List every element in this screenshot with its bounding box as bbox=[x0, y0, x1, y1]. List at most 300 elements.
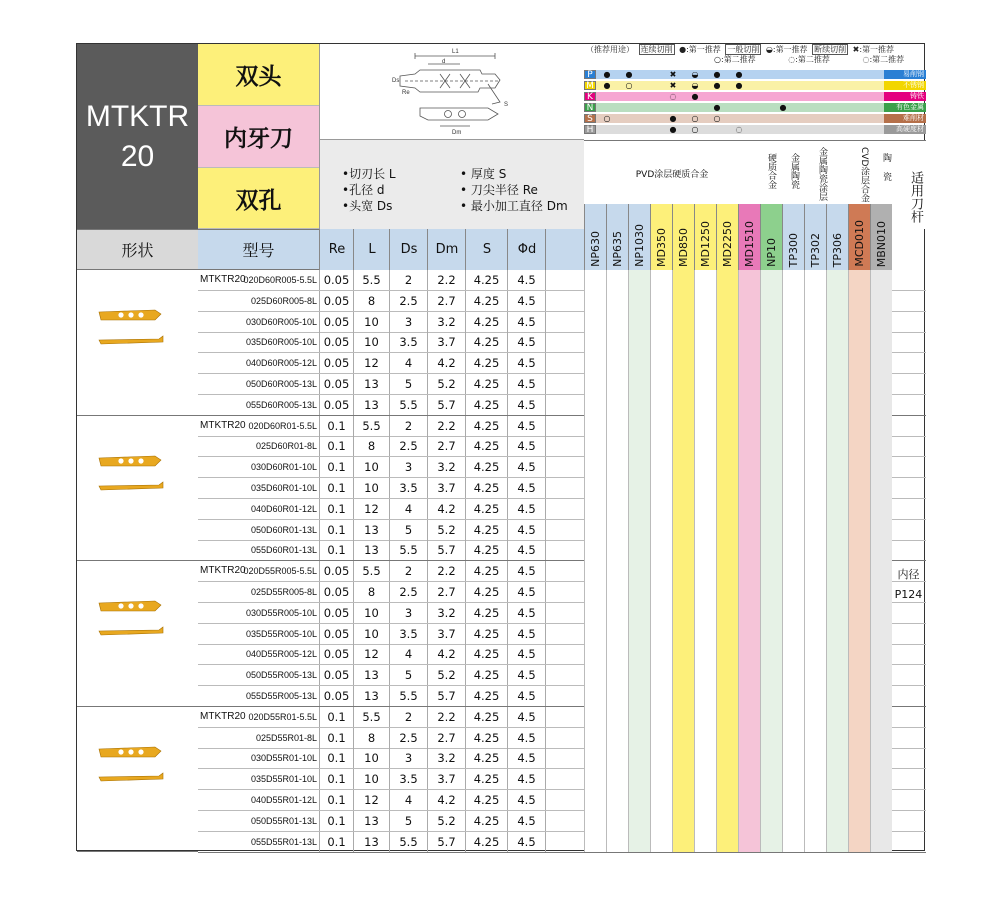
grade-column-bg bbox=[650, 270, 672, 852]
note-l: •切刃长 L bbox=[342, 167, 396, 181]
model-suffix: 025D55R01-8L bbox=[255, 732, 317, 743]
cell-s: 4.25 bbox=[465, 436, 507, 456]
material-mark: ● bbox=[603, 70, 611, 79]
material-band bbox=[596, 103, 884, 112]
cell-re: 0.05 bbox=[319, 582, 353, 602]
legend-first: 第一推荐 bbox=[688, 45, 721, 54]
insert-hole bbox=[138, 458, 143, 463]
label-dm: Dm bbox=[452, 130, 462, 136]
legend-first-2: 第一推荐 bbox=[775, 45, 808, 54]
header-ds: Ds bbox=[389, 229, 428, 270]
cell-s: 4.25 bbox=[465, 790, 507, 810]
model-prefix: MTKTR20 bbox=[200, 710, 246, 722]
cell-re: 0.1 bbox=[319, 748, 353, 768]
holder-column bbox=[889, 270, 927, 852]
model-suffix: 035D60R01-10L bbox=[250, 483, 317, 493]
header-l: L bbox=[353, 229, 390, 270]
cell-phid: 4.5 bbox=[507, 374, 545, 394]
cell-s: 4.25 bbox=[465, 665, 507, 685]
model-suffix: 035D55R005-10L bbox=[245, 628, 317, 639]
cell-dm: 3.7 bbox=[427, 624, 465, 644]
cell-dm: 2.7 bbox=[427, 728, 465, 748]
cell-l: 13 bbox=[353, 395, 389, 415]
insert-shape-cell bbox=[77, 707, 198, 853]
cell-phid: 4.5 bbox=[507, 520, 545, 540]
legend-first-3: 第一推荐 bbox=[862, 45, 895, 54]
grade-header-np1030 bbox=[628, 204, 650, 270]
grade-header-md350 bbox=[650, 204, 672, 270]
material-code: S bbox=[584, 114, 596, 123]
material-mark: ○ bbox=[691, 114, 699, 123]
model-suffix: 055D60R005-13L bbox=[245, 399, 317, 410]
material-mark: ● bbox=[603, 81, 611, 90]
cell-re: 0.05 bbox=[319, 270, 353, 290]
material-mark: ● bbox=[625, 70, 633, 79]
cell-blank bbox=[545, 312, 584, 332]
category-cermet: 金属陶瓷 bbox=[789, 153, 799, 189]
tag-double-hole: 双孔 bbox=[198, 168, 319, 229]
cell-s: 4.25 bbox=[465, 270, 507, 290]
cell-blank bbox=[545, 707, 584, 727]
cell-l: 12 bbox=[353, 353, 389, 373]
insert-hole bbox=[138, 604, 143, 609]
model-suffix: 055D55R005-13L bbox=[245, 691, 317, 701]
cell-l: 10 bbox=[353, 769, 389, 789]
cell-dm: 5.2 bbox=[427, 520, 465, 540]
cell-l: 12 bbox=[353, 644, 389, 664]
material-mark: ◌ bbox=[669, 92, 677, 101]
insert-shape-cell bbox=[77, 416, 198, 562]
cell-ds: 2.5 bbox=[389, 291, 427, 311]
grade-header-np635 bbox=[606, 204, 628, 270]
cell-ds: 3.5 bbox=[389, 332, 427, 352]
material-mark: ◒ bbox=[691, 70, 699, 79]
insert-side-view bbox=[99, 627, 163, 635]
cell-re: 0.1 bbox=[319, 478, 353, 498]
material-label: 不锈钢 bbox=[884, 81, 926, 90]
tag-double-head: 双头 bbox=[198, 44, 319, 106]
cell-re: 0.1 bbox=[319, 540, 353, 560]
model-suffix: 030D60R01-10L bbox=[250, 462, 317, 473]
cell-blank bbox=[545, 332, 584, 352]
cell-dm: 2.2 bbox=[427, 707, 465, 727]
category-cvd: CVD涂层合金 bbox=[859, 147, 869, 203]
insert-side-view bbox=[99, 773, 163, 781]
cell-ds: 3 bbox=[389, 748, 427, 768]
cell-l: 8 bbox=[353, 291, 389, 311]
grade-column-bg bbox=[848, 270, 870, 852]
insert-side-view bbox=[99, 336, 163, 344]
material-label: 难削材 bbox=[884, 114, 926, 123]
cell-phid: 4.5 bbox=[507, 332, 545, 352]
model-suffix: 020D55R01-5.5L bbox=[248, 711, 317, 722]
category-carbide: 硬质合金 bbox=[766, 153, 776, 189]
cell-blank bbox=[545, 270, 584, 290]
cell-phid: 4.5 bbox=[507, 457, 545, 477]
cell-s: 4.25 bbox=[465, 811, 507, 831]
cell-ds: 2.5 bbox=[389, 728, 427, 748]
label-d: d bbox=[442, 59, 446, 65]
model-suffix: 040D55R005-12L bbox=[245, 649, 317, 660]
cell-l: 13 bbox=[353, 811, 389, 831]
cell-ds: 5 bbox=[389, 374, 427, 394]
grade-column-bg bbox=[738, 270, 760, 852]
cell-ds: 3.5 bbox=[389, 478, 427, 498]
cell-l: 13 bbox=[353, 832, 389, 852]
legend-second: 第二推荐 bbox=[723, 55, 756, 64]
cell-s: 4.25 bbox=[465, 561, 507, 581]
cell-dm: 5.7 bbox=[427, 832, 465, 852]
cell-blank bbox=[545, 353, 584, 373]
cell-l: 10 bbox=[353, 624, 389, 644]
model-number bbox=[198, 707, 319, 727]
grade-name: MCD010 bbox=[853, 220, 866, 267]
model-number bbox=[198, 499, 319, 519]
model-number bbox=[198, 478, 319, 498]
holder-page: P124 bbox=[894, 588, 923, 601]
cell-s: 4.25 bbox=[465, 748, 507, 768]
legend-interrupted: 断续切削 bbox=[814, 45, 847, 54]
cell-re: 0.05 bbox=[319, 353, 353, 373]
cell-re: 0.05 bbox=[319, 291, 353, 311]
insert-hole bbox=[118, 458, 123, 463]
material-band bbox=[596, 114, 884, 123]
insert-hole bbox=[128, 458, 133, 463]
cell-s: 4.25 bbox=[465, 312, 507, 332]
insert-hole bbox=[118, 604, 123, 609]
cell-ds: 5 bbox=[389, 665, 427, 685]
cell-re: 0.1 bbox=[319, 832, 353, 852]
cell-ds: 4 bbox=[389, 790, 427, 810]
cell-phid: 4.5 bbox=[507, 644, 545, 664]
model-number bbox=[198, 790, 319, 810]
cell-re: 0.05 bbox=[319, 374, 353, 394]
grade-name: TP306 bbox=[831, 232, 844, 267]
cell-s: 4.25 bbox=[465, 520, 507, 540]
cell-blank bbox=[545, 686, 584, 706]
grade-header-tp302 bbox=[804, 204, 826, 270]
legend-second-3: 第二推荐 bbox=[872, 55, 905, 64]
note-ds: •头宽 Ds bbox=[342, 199, 393, 213]
cell-l: 10 bbox=[353, 603, 389, 623]
header-re: Re bbox=[319, 229, 354, 270]
cell-re: 0.1 bbox=[319, 728, 353, 748]
cell-s: 4.25 bbox=[465, 457, 507, 477]
grade-column-bg bbox=[584, 270, 606, 852]
grade-name: TP300 bbox=[787, 232, 800, 267]
cell-re: 0.05 bbox=[319, 644, 353, 664]
cell-blank bbox=[545, 374, 584, 394]
legend-second-mark-3: ◌: bbox=[862, 55, 873, 64]
holder-type: 内径 bbox=[897, 568, 920, 581]
cell-re: 0.05 bbox=[319, 665, 353, 685]
cell-ds: 2.5 bbox=[389, 582, 427, 602]
cell-dm: 5.7 bbox=[427, 540, 465, 560]
material-mark: ● bbox=[735, 81, 743, 90]
cell-re: 0.1 bbox=[319, 499, 353, 519]
model-number bbox=[198, 540, 319, 560]
cell-re: 0.05 bbox=[319, 332, 353, 352]
material-row-s bbox=[584, 114, 926, 123]
model-number bbox=[198, 811, 319, 831]
cell-dm: 2.2 bbox=[427, 416, 465, 436]
material-mark: ● bbox=[713, 103, 721, 112]
material-band bbox=[596, 92, 884, 101]
cell-blank bbox=[545, 832, 584, 852]
cell-phid: 4.5 bbox=[507, 707, 545, 727]
material-mark: ○ bbox=[603, 114, 611, 123]
note-dm: • 最小加工直径 Dm bbox=[460, 199, 568, 213]
model-suffix: 040D55R01-12L bbox=[250, 795, 317, 805]
material-mark: ● bbox=[669, 114, 677, 123]
dimension-notes bbox=[319, 140, 584, 229]
series-title bbox=[77, 44, 198, 229]
cell-blank bbox=[545, 769, 584, 789]
cell-l: 13 bbox=[353, 374, 389, 394]
cell-re: 0.1 bbox=[319, 707, 353, 727]
cell-s: 4.25 bbox=[465, 374, 507, 394]
model-number bbox=[198, 312, 319, 332]
cell-s: 4.25 bbox=[465, 603, 507, 623]
cell-ds: 3 bbox=[389, 457, 427, 477]
cell-re: 0.05 bbox=[319, 686, 353, 706]
cell-blank bbox=[545, 603, 584, 623]
cell-blank bbox=[545, 457, 584, 477]
material-mark: ● bbox=[735, 70, 743, 79]
model-number bbox=[198, 665, 319, 685]
grade-name: NP10 bbox=[765, 238, 778, 267]
cell-dm: 4.2 bbox=[427, 790, 465, 810]
cell-blank bbox=[545, 436, 584, 456]
cell-dm: 2.2 bbox=[427, 561, 465, 581]
grade-header-np630 bbox=[584, 204, 606, 270]
cell-l: 5.5 bbox=[353, 561, 389, 581]
cell-phid: 4.5 bbox=[507, 270, 545, 290]
cell-blank bbox=[545, 416, 584, 436]
material-row-m bbox=[584, 81, 926, 90]
grade-header-md1250 bbox=[694, 204, 716, 270]
model-prefix: MTKTR20 bbox=[200, 565, 246, 577]
cell-phid: 4.5 bbox=[507, 665, 545, 685]
note-re: • 刀尖半径 Re bbox=[460, 183, 538, 197]
cell-dm: 2.2 bbox=[427, 270, 465, 290]
model-suffix: 030D60R005-10L bbox=[245, 316, 317, 327]
material-mark: ● bbox=[669, 125, 677, 134]
cell-l: 10 bbox=[353, 312, 389, 332]
cell-dm: 3.2 bbox=[427, 312, 465, 332]
model-number bbox=[198, 624, 319, 644]
cell-dm: 3.7 bbox=[427, 478, 465, 498]
cell-l: 8 bbox=[353, 436, 389, 456]
grade-header-md2250 bbox=[716, 204, 738, 270]
cell-ds: 5.5 bbox=[389, 395, 427, 415]
grade-header-np10 bbox=[760, 204, 782, 270]
material-code: H bbox=[584, 125, 596, 134]
model-suffix: 030D55R005-10L bbox=[245, 607, 317, 618]
cell-phid: 4.5 bbox=[507, 624, 545, 644]
model-number bbox=[198, 457, 319, 477]
note-s: • 厚度 S bbox=[460, 167, 507, 181]
cell-re: 0.05 bbox=[319, 603, 353, 623]
material-label: 高硬度材 bbox=[884, 125, 926, 134]
cell-ds: 5.5 bbox=[389, 832, 427, 852]
cell-blank bbox=[545, 520, 584, 540]
cell-phid: 4.5 bbox=[507, 561, 545, 581]
grade-column-bg bbox=[694, 270, 716, 852]
cell-phid: 4.5 bbox=[507, 582, 545, 602]
cell-blank bbox=[545, 811, 584, 831]
insert-drawing bbox=[320, 44, 585, 140]
cell-phid: 4.5 bbox=[507, 769, 545, 789]
cell-dm: 4.2 bbox=[427, 353, 465, 373]
cell-phid: 4.5 bbox=[507, 603, 545, 623]
grade-name: NP1030 bbox=[633, 224, 646, 267]
cell-s: 4.25 bbox=[465, 644, 507, 664]
cell-l: 5.5 bbox=[353, 270, 389, 290]
insert-hole bbox=[128, 312, 133, 317]
material-code: N bbox=[584, 103, 596, 112]
cell-ds: 2 bbox=[389, 416, 427, 436]
cell-re: 0.05 bbox=[319, 395, 353, 415]
material-mark: ✖ bbox=[669, 70, 677, 79]
grade-header-tp300 bbox=[782, 204, 804, 270]
cell-phid: 4.5 bbox=[507, 291, 545, 311]
grade-name: NP635 bbox=[611, 231, 624, 267]
cell-phid: 4.5 bbox=[507, 790, 545, 810]
model-suffix: 050D60R01-13L bbox=[250, 524, 317, 535]
cell-phid: 4.5 bbox=[507, 686, 545, 706]
legend-continuous: 连续切削 bbox=[640, 45, 673, 54]
cell-phid: 4.5 bbox=[507, 436, 545, 456]
model-number bbox=[198, 520, 319, 540]
model-number bbox=[198, 332, 319, 352]
cell-re: 0.1 bbox=[319, 457, 353, 477]
grade-column-bg bbox=[716, 270, 738, 852]
cell-s: 4.25 bbox=[465, 686, 507, 706]
material-row-k bbox=[584, 92, 926, 101]
cell-re: 0.1 bbox=[319, 520, 353, 540]
model-suffix: 050D55R01-13L bbox=[250, 815, 317, 826]
model-number bbox=[198, 436, 319, 456]
model-prefix: MTKTR20 bbox=[200, 419, 246, 431]
cell-phid: 4.5 bbox=[507, 499, 545, 519]
cell-blank bbox=[545, 478, 584, 498]
category-holder: 适用刀杆 bbox=[908, 171, 923, 223]
legend-usage: （推荐用途） bbox=[586, 45, 634, 54]
model-suffix: 050D60R005-13L bbox=[245, 379, 317, 389]
cell-l: 5.5 bbox=[353, 416, 389, 436]
cell-phid: 4.5 bbox=[507, 540, 545, 560]
insert-hole bbox=[138, 749, 143, 754]
cell-re: 0.1 bbox=[319, 790, 353, 810]
material-code: K bbox=[584, 92, 596, 101]
cell-l: 10 bbox=[353, 748, 389, 768]
material-mark: ● bbox=[713, 81, 721, 90]
cell-phid: 4.5 bbox=[507, 312, 545, 332]
cell-re: 0.1 bbox=[319, 811, 353, 831]
model-number bbox=[198, 603, 319, 623]
grade-name: TP302 bbox=[809, 232, 822, 267]
insert-hole bbox=[128, 749, 133, 754]
material-mark: ○ bbox=[713, 114, 721, 123]
grade-name: MD1510 bbox=[743, 221, 756, 267]
cell-l: 10 bbox=[353, 457, 389, 477]
model-number bbox=[198, 686, 319, 706]
insert-shape-cell bbox=[77, 270, 198, 416]
cell-dm: 5.7 bbox=[427, 395, 465, 415]
model-number bbox=[198, 416, 319, 436]
cell-s: 4.25 bbox=[465, 332, 507, 352]
grade-name: MD1250 bbox=[699, 221, 712, 267]
grade-header-mbn010 bbox=[870, 204, 892, 270]
cell-ds: 2 bbox=[389, 561, 427, 581]
cell-ds: 4 bbox=[389, 644, 427, 664]
cell-phid: 4.5 bbox=[507, 748, 545, 768]
material-code: M bbox=[584, 81, 596, 90]
label-l1: L1 bbox=[452, 49, 459, 55]
material-mark: ● bbox=[779, 103, 787, 112]
cell-phid: 4.5 bbox=[507, 416, 545, 436]
grade-column-bg bbox=[782, 270, 804, 852]
insert-hole bbox=[118, 312, 123, 317]
model-number bbox=[198, 395, 319, 415]
cell-dm: 5.7 bbox=[427, 686, 465, 706]
cell-re: 0.1 bbox=[319, 416, 353, 436]
cell-blank bbox=[545, 540, 584, 560]
cell-blank bbox=[545, 624, 584, 644]
cell-re: 0.1 bbox=[319, 436, 353, 456]
legend-second-mark: ○: bbox=[714, 55, 724, 64]
material-mark: ○ bbox=[691, 125, 699, 134]
cell-ds: 2 bbox=[389, 270, 427, 290]
cell-blank bbox=[545, 395, 584, 415]
cell-ds: 5.5 bbox=[389, 540, 427, 560]
cell-dm: 4.2 bbox=[427, 644, 465, 664]
cell-l: 10 bbox=[353, 332, 389, 352]
insert-hole bbox=[128, 604, 133, 609]
legend-second-2: 第二推荐 bbox=[797, 55, 830, 64]
category-coated-cermet: 金属陶瓷涂层 bbox=[817, 147, 827, 201]
grade-header-mcd010 bbox=[848, 204, 870, 270]
header-blank bbox=[545, 229, 585, 270]
cell-dm: 3.7 bbox=[427, 769, 465, 789]
cell-dm: 2.7 bbox=[427, 291, 465, 311]
cell-ds: 2 bbox=[389, 707, 427, 727]
material-label: 易削钢 bbox=[884, 70, 926, 79]
insert-shape-cell bbox=[77, 561, 198, 707]
cell-ds: 5.5 bbox=[389, 686, 427, 706]
material-label: 铸铁 bbox=[884, 92, 926, 101]
model-number bbox=[198, 832, 319, 852]
cell-l: 13 bbox=[353, 520, 389, 540]
model-suffix: 025D60R005-8L bbox=[250, 295, 317, 306]
usage-legend bbox=[584, 44, 926, 70]
grade-name: MD2250 bbox=[721, 221, 734, 267]
grade-header-tp306 bbox=[826, 204, 848, 270]
cell-s: 4.25 bbox=[465, 624, 507, 644]
cell-ds: 3.5 bbox=[389, 624, 427, 644]
cell-blank bbox=[545, 665, 584, 685]
series-size: 20 bbox=[120, 139, 155, 173]
model-number bbox=[198, 374, 319, 394]
model-number bbox=[198, 561, 319, 581]
cell-re: 0.05 bbox=[319, 561, 353, 581]
model-number bbox=[198, 291, 319, 311]
cell-dm: 5.2 bbox=[427, 665, 465, 685]
model-prefix: MTKTR20 bbox=[200, 274, 246, 285]
grade-column-bg bbox=[628, 270, 650, 852]
cell-s: 4.25 bbox=[465, 395, 507, 415]
